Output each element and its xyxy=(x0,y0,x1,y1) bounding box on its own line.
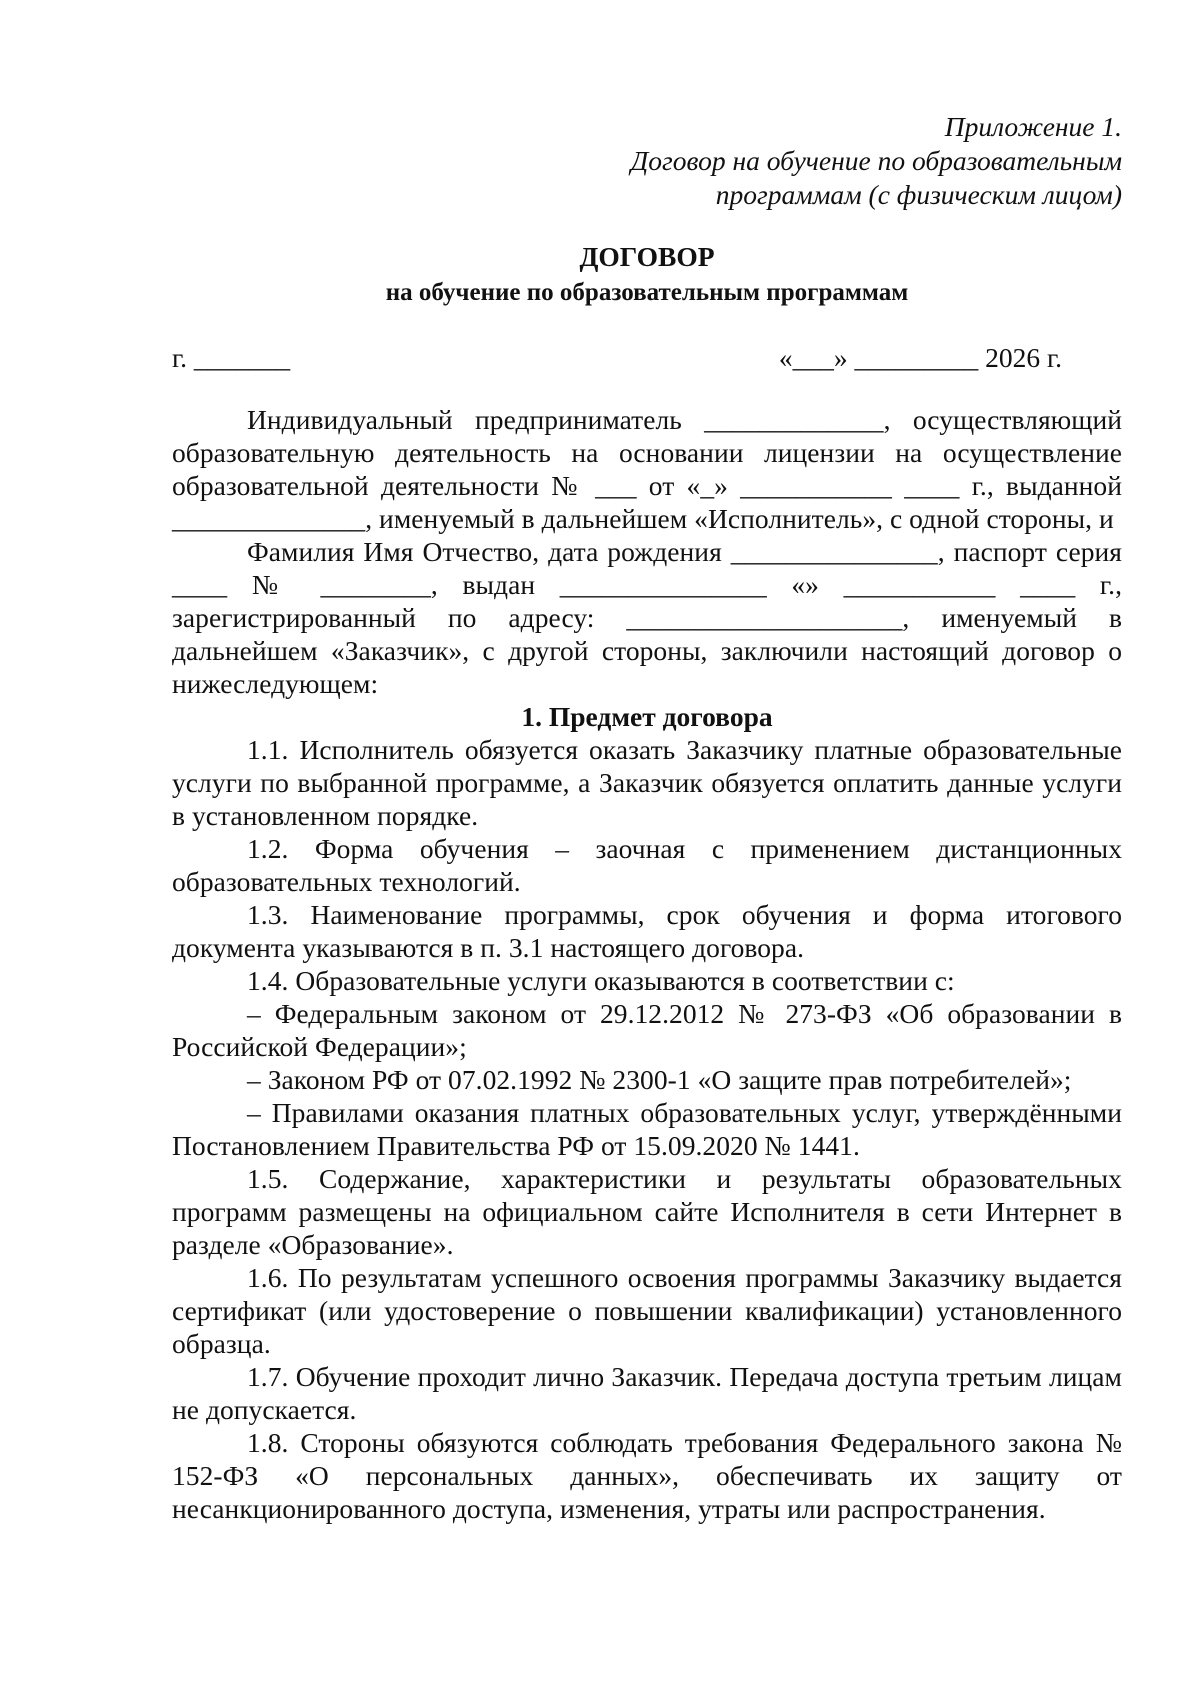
clause-1-5: 1.5. Содержание, характеристики и результаты образовательных программ размещены на официальном сайте Исполнителя в сети Интернет в разделе «Образование». xyxy=(172,1163,1122,1260)
executor-paragraph: Индивидуальный предприниматель _____________, осуществляющий образовательную деятельность на основании лицензии на осуществление образовательной деятельности № ___ от «_» ___________ ____ г., выданной ______________, именуемый в дальнейшем «Исполнитель», с одной стороны, и xyxy=(172,404,1122,534)
place-field: г. _______ xyxy=(172,342,291,373)
appendix-line-1: Приложение 1. xyxy=(944,111,1122,142)
appendix-note xyxy=(172,110,1122,212)
appendix-line-2: Договор на обучение по образовательным xyxy=(630,145,1122,176)
contract-body xyxy=(172,403,1122,1525)
clause-1-4: 1.4. Образовательные услуги оказываются в соответствии с: xyxy=(247,965,955,996)
clause-1-8: 1.8. Стороны обязуются соблюдать требования Федерального закона № 152-ФЗ «О персональных данных», обеспечивать их защиту от несанкционированного доступа, изменения, утраты или распространения. xyxy=(172,1427,1122,1524)
customer-paragraph: Фамилия Имя Отчество, дата рождения _______________, паспорт серия ____ № ________, выдан _______________ «» ___________ ____ г., зарегистрированный по адресу: ____________________, именуемый в дальнейшем «Заказчик», с другой стороны, заключили настоящий договор о нижеследующем: xyxy=(172,536,1122,699)
document-title: ДОГОВОР xyxy=(579,241,715,272)
date-field: «___» _________ 2026 г. xyxy=(778,342,1062,373)
clause-1-7: 1.7. Обучение проходит лично Заказчик. Передача доступа третьим лицам не допускается. xyxy=(172,1361,1122,1425)
clause-1-3: 1.3. Наименование программы, срок обучения и форма итогового документа указываются в п. 3.1 настоящего договора. xyxy=(172,899,1122,963)
document-page xyxy=(172,110,1122,1525)
clause-1-2: 1.2. Форма обучения – заочная с применением дистанционных образовательных технологий. xyxy=(172,833,1122,897)
clause-1-1: 1.1. Исполнитель обязуется оказать Заказчику платные образовательные услуги по выбранной программе, а Заказчик обязуется оплатить данные услуги в установленном порядке. xyxy=(172,734,1122,831)
appendix-line-3: программам (с физическим лицом) xyxy=(715,179,1122,210)
document-subtitle: на обучение по образовательным программам xyxy=(385,279,909,306)
clause-1-4-item-3: – Правилами оказания платных образовательных услуг, утверждёнными Постановлением Правительства РФ от 15.09.2020 № 1441. xyxy=(172,1097,1122,1161)
clause-1-4-item-2: – Законом РФ от 07.02.1992 № 2300-1 «О защите прав потребителей»; xyxy=(247,1064,1072,1095)
clause-1-4-item-1: – Федеральным законом от 29.12.2012 № 273-ФЗ «Об образовании в Российской Федерации»; xyxy=(172,998,1122,1062)
place-date-line xyxy=(172,340,1122,376)
section-heading: 1. Предмет договора xyxy=(521,701,773,732)
clause-1-6: 1.6. По результатам успешного освоения программы Заказчику выдается сертификат (или удостоверение о повышении квалификации) установленного образца. xyxy=(172,1262,1122,1359)
